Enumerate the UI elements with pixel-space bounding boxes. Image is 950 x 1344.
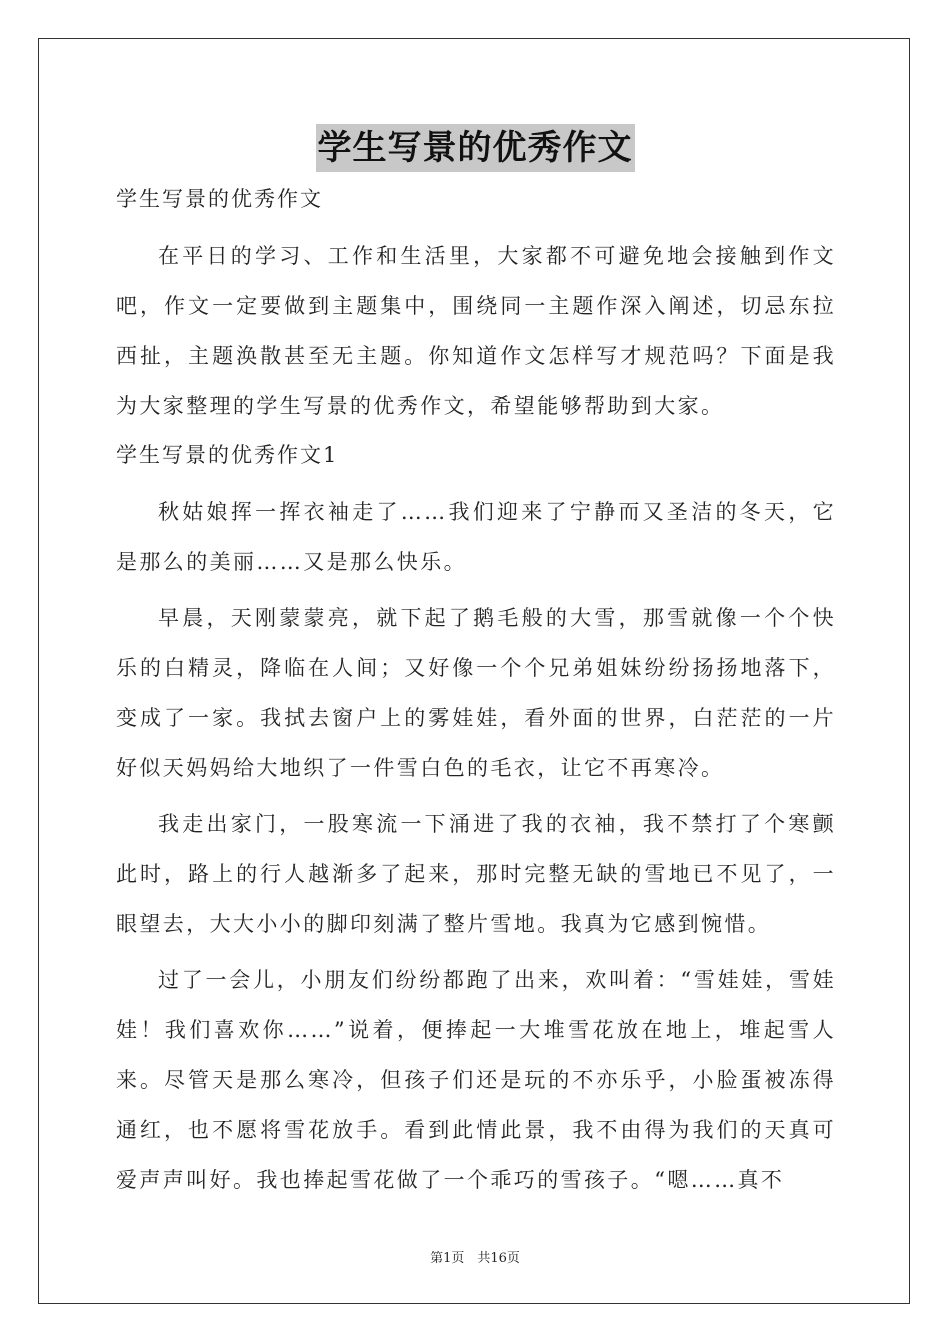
intro-paragraph: 在平日的学习、工作和生活里，大家都不可避免地会接触到作文吧，作文一定要做到主题集中，围绕同一主题作深入阐述，切忌东拉西扯，主题涣散甚至无主题。你知道作文怎样写才规范吗？下面是我为大家整理的学生写景的优秀作文，希望能够帮助到大家。 bbox=[116, 244, 836, 418]
page-footer bbox=[0, 1247, 950, 1266]
document-subtitle: 学生写景的优秀作文 bbox=[116, 187, 323, 211]
title-wrap bbox=[0, 124, 950, 172]
body-paragraph: 过了一会儿，小朋友们纷纷都跑了出来，欢叫着：“雪娃娃，雪娃娃！我们喜欢你……”说着，便捧起一大堆雪花放在地上，堆起雪人来。尽管天是那么寒冷，但孩子们还是玩的不亦乐乎，小脸蛋被冻得通红，也不愿将雪花放手。看到此情此景，我不由得为我们的天真可爱声声叫好。我也捧起雪花做了一个乖巧的雪孩子。“嗯……真不 bbox=[116, 968, 836, 1192]
body-paragraph: 秋姑娘挥一挥衣袖走了……我们迎来了宁静而又圣洁的冬天，它是那么的美丽……又是那么快乐。 bbox=[116, 500, 836, 574]
page-number: 第1页 共16页 bbox=[430, 1251, 520, 1266]
body-paragraph: 早晨，天刚蒙蒙亮，就下起了鹅毛般的大雪，那雪就像一个个快乐的白精灵，降临在人间；又好像一个个兄弟姐妹纷纷扬扬地落下，变成了一家。我拭去窗户上的雾娃娃，看外面的世界，白茫茫的一片好似天妈妈给大地织了一件雪白色的毛衣，让它不再寒冷。 bbox=[116, 606, 836, 780]
section-heading: 学生写景的优秀作文1 bbox=[116, 443, 339, 467]
document-title: 学生写景的优秀作文 bbox=[316, 124, 635, 172]
document-body bbox=[116, 181, 836, 1211]
body-paragraph: 我走出家门，一股寒流一下涌进了我的衣袖，我不禁打了个寒颤此时，路上的行人越渐多了起来，那时完整无缺的雪地已不见了，一眼望去，大大小小的脚印刻满了整片雪地。我真为它感到惋惜。 bbox=[116, 812, 836, 936]
